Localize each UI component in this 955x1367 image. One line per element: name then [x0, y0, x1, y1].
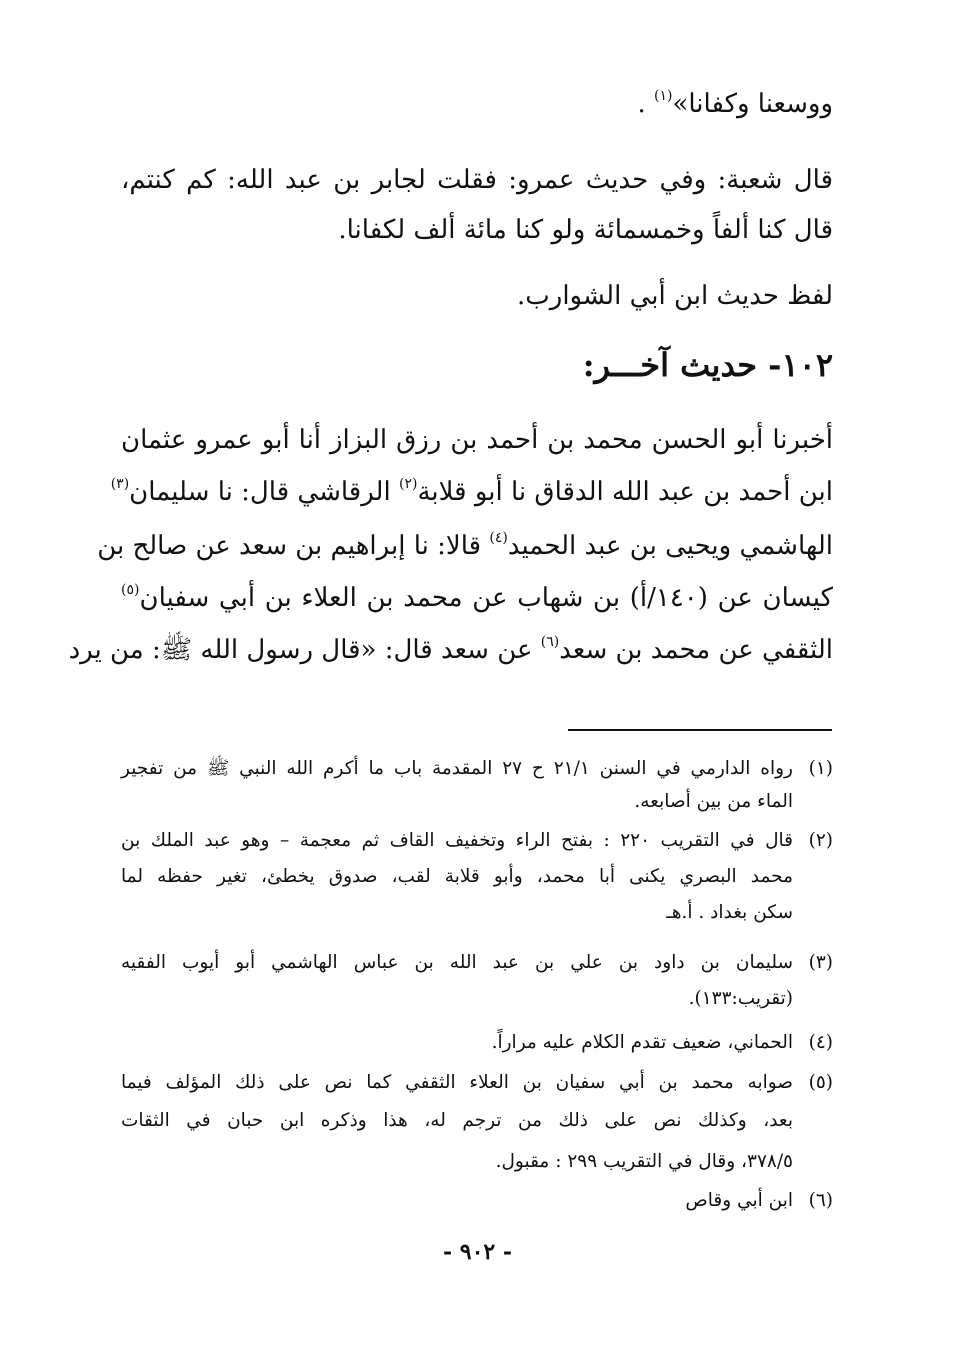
footnote-1	[121, 752, 833, 785]
body-line-3: قال كنا ألفاً وخمسمائة ولو كنا مائة ألف لكفانا.	[338, 215, 833, 245]
footnote-4-number: (٤)	[808, 1032, 833, 1053]
footnote-4	[121, 1026, 833, 1059]
hadith-line-5	[68, 628, 833, 672]
body-line-1	[121, 82, 833, 126]
footnote-ref-2[interactable]: (٢)	[398, 476, 418, 492]
footnote-ref-5[interactable]: (٥)	[121, 582, 140, 598]
page-number: - ٩٠٢ -	[442, 1239, 513, 1265]
body-line-1-tail: .	[637, 89, 654, 119]
footnote-3	[121, 946, 833, 979]
footnote-5-line-3: ٣٧٨/٥، وقال في التقريب ٢٩٩ : مقبول.	[495, 1151, 793, 1172]
hadith-line-5-a: الثقفي عن محمد بن سعد	[559, 635, 833, 665]
footnote-1-line-1: رواه الدارمي في السنن ٢١/١ ح ٢٧ المقدمة باب ما أكرم الله النبي ﷺ من تفجير	[121, 758, 793, 779]
footnote-3-line-1: سليمان بن داود بن علي بن عبد الله بن عباس الهاشمي أبو أيوب الفقيه	[121, 952, 793, 973]
footnote-2	[121, 824, 833, 857]
footnote-5-line-1: صوابه محمد بن أبي سفيان بن العلاء الثقفي كما نص على ذلك المؤلف فيما	[121, 1072, 793, 1093]
footnote-5	[121, 1066, 833, 1099]
body-line-1-text: ووسعنا وكفانا»	[672, 89, 833, 119]
hadith-line-3-b: قالا: نا إبراهيم بن سعد عن صالح بن	[97, 531, 490, 561]
footnote-6	[121, 1184, 833, 1217]
footnote-6-line-1: ابن أبي وقاص	[685, 1190, 793, 1211]
hadith-line-1: أخبرنا أبو الحسن محمد بن أحمد بن رزق البزاز أنا أبو عمرو عثمان	[121, 425, 833, 455]
footnote-ref-4[interactable]: (٤)	[489, 530, 508, 546]
hadith-line-4	[121, 576, 833, 620]
footnote-5-number: (٥)	[808, 1072, 833, 1093]
footnote-ref-3[interactable]: (٣)	[110, 476, 130, 492]
footnote-6-number: (٦)	[808, 1190, 833, 1211]
hadith-heading: ١٠٢- حديث آخـــر:	[582, 346, 833, 384]
hadith-line-5-b: عن سعد قال: «قال رسول الله ﷺ: من يرد	[68, 635, 541, 665]
hadith-line-2-a: ابن أحمد بن عبد الله الدقاق نا أبو قلابة	[417, 477, 833, 507]
hadith-line-3	[97, 524, 833, 568]
footnote-separator	[568, 729, 832, 731]
footnote-3-line-2: (تقريب:١٣٣).	[688, 988, 793, 1009]
footnote-2-line-1: قال في التقريب ٢٢٠ : بفتح الراء وتخفيف القاف ثم معجمة – وهو عبد الملك بن	[121, 830, 793, 851]
body-line-4: لفظ حديث ابن أبي الشوارب.	[517, 281, 833, 311]
footnote-3-number: (٣)	[808, 952, 833, 973]
footnote-ref-1[interactable]: (١)	[653, 88, 673, 104]
hadith-line-2	[110, 470, 833, 514]
hadith-line-4-a: كيسان عن (١٤٠/أ) بن شهاب عن محمد بن العلاء بن أبي سفيان	[139, 583, 833, 613]
footnote-1-number: (١)	[808, 758, 833, 779]
footnote-5-line-2: بعد، وكذلك نص على ذلك من ترجم له، هذا وذكره ابن حبان في الثقات	[121, 1110, 793, 1131]
hadith-line-2-b: الرقاشي قال: نا سليمان	[129, 477, 399, 507]
footnote-ref-6[interactable]: (٦)	[540, 634, 560, 650]
footnote-2-line-2: محمد البصري يكنى أبا محمد، وأبو قلابة لقب، صدوق يخطئ، تغير حفظه لما	[121, 866, 793, 887]
body-line-2: قال شعبة: وفي حديث عمرو: فقلت لجابر بن عبد الله: كم كنتم،	[121, 165, 833, 195]
footnote-4-line-1: الحماني، ضعيف تقدم الكلام عليه مراراً.	[491, 1032, 793, 1053]
footnote-1-line-2: الماء من بين أصابعه.	[634, 791, 793, 812]
footnote-2-line-3: سكن بغداد . أ.هـ	[666, 902, 793, 923]
footnote-2-number: (٢)	[808, 830, 833, 851]
hadith-line-3-a: الهاشمي ويحيى بن عبد الحميد	[507, 531, 833, 561]
